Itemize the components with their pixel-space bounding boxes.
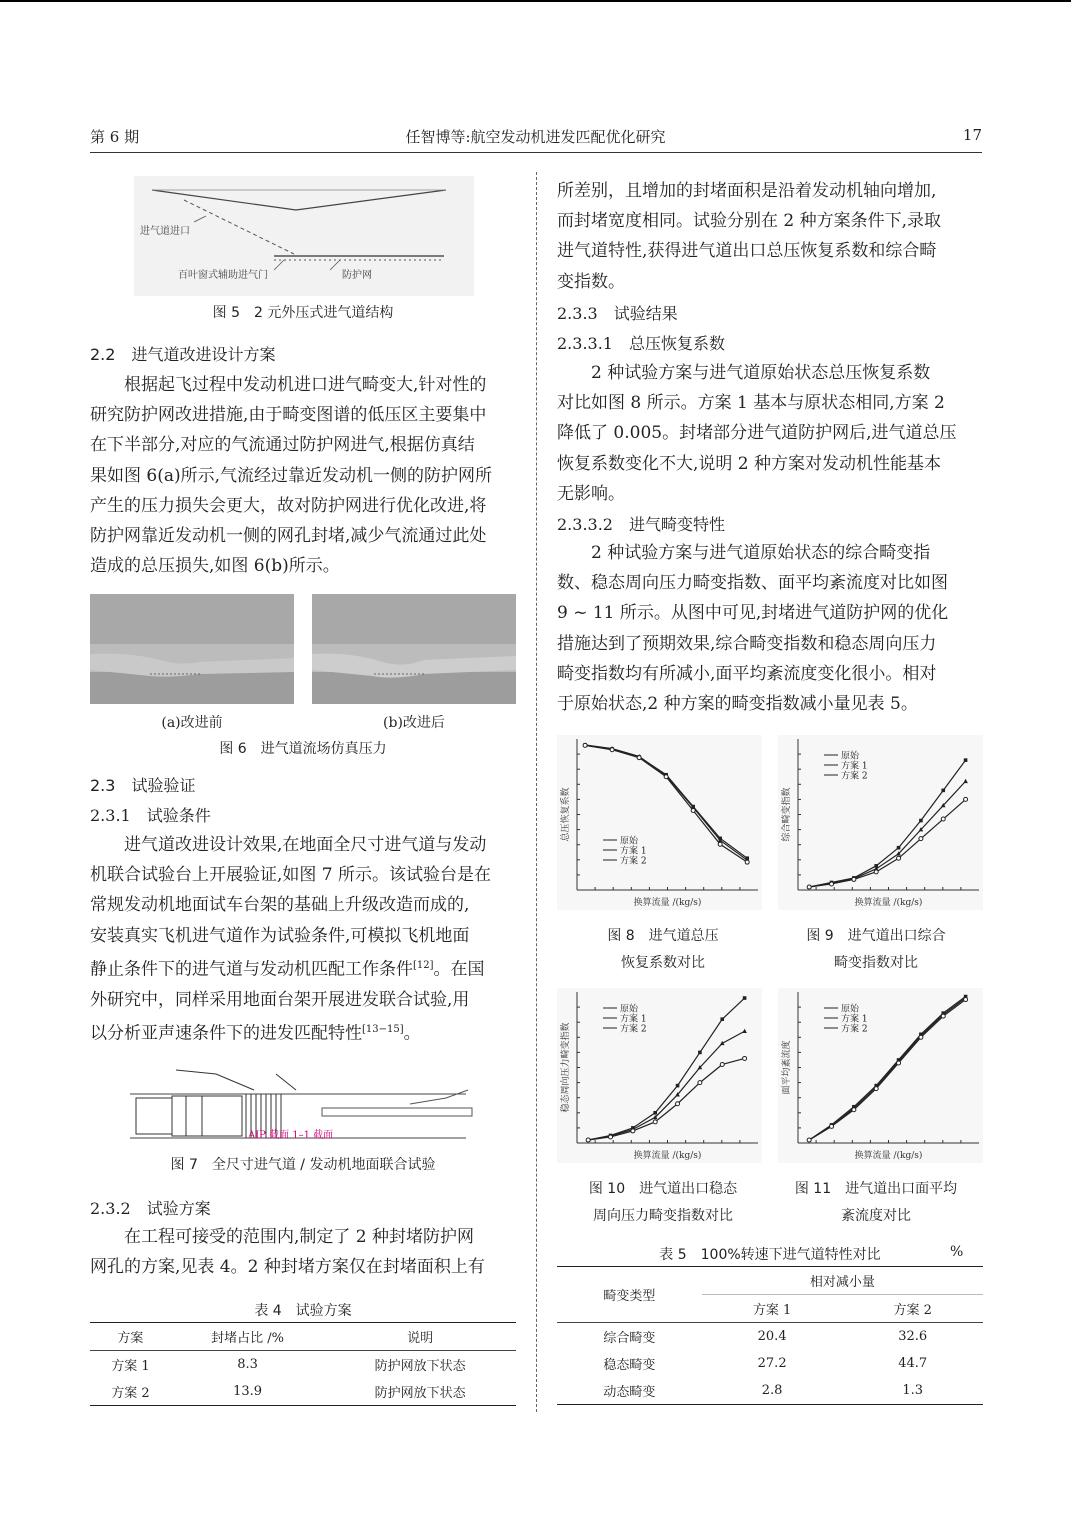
body-line: 于原始状态,2 种方案的畸变指数减小量见表 5。 <box>557 694 918 715</box>
figure-6-caption: 图 6 进气道流场仿真压力 <box>219 741 387 757</box>
body-line: 变指数。 <box>557 271 625 292</box>
figure-9-caption-line1: 图 9 进气道出口综合 <box>806 928 946 944</box>
section-2-3-3-1-heading: 2.3.3.1 总压恢复系数 <box>557 334 725 353</box>
ground-test-rig-diagram <box>126 1064 480 1146</box>
table-5 <box>557 1266 983 1405</box>
body-line: 防护网靠近发动机一侧的网孔封堵,减少气流通过此处 <box>90 526 487 547</box>
test-scheme-table <box>90 1322 516 1406</box>
y-axis-label: 综合畸变指数 <box>782 787 792 842</box>
distortion-comparison-table <box>557 1266 983 1405</box>
table-cell: 综合畸变 <box>603 1331 656 1346</box>
table-row <box>90 1351 516 1379</box>
data-point <box>676 1084 680 1088</box>
table-cell: 20.4 <box>757 1329 787 1344</box>
chart-svg <box>557 988 762 1163</box>
table-header-row <box>90 1323 516 1351</box>
data-point <box>586 1138 590 1142</box>
legend-label: 方案 1 <box>841 761 868 772</box>
data-point <box>743 996 747 1000</box>
figure-11-caption-line2: 紊流度对比 <box>841 1208 911 1224</box>
data-point <box>698 1081 702 1085</box>
data-point <box>676 1102 680 1106</box>
column-header: 方案 2 <box>842 1295 983 1323</box>
data-point <box>698 1051 702 1055</box>
section-2-2-heading: 2.2 进气道改进设计方案 <box>90 345 276 364</box>
chart-background <box>778 988 983 1163</box>
section-2-3-2-body <box>90 1222 516 1282</box>
legend-label: 原始 <box>841 751 860 762</box>
section-2-3-1-heading: 2.3.1 试验条件 <box>90 806 211 825</box>
figure-7-caption: 图 7 全尺寸进气道 / 发动机地面联合试验 <box>170 1157 436 1173</box>
data-point <box>852 1108 856 1112</box>
legend-label: 方案 1 <box>620 1014 647 1025</box>
figure-5-caption: 图 5 2 元外压式进气道结构 <box>212 305 394 321</box>
data-point <box>830 882 834 886</box>
simulation-image-before <box>90 594 294 704</box>
legend-label: 方案 1 <box>841 1014 868 1025</box>
legend-label: 原始 <box>620 1004 639 1015</box>
body-line: 在下半部分,对应的气流通过防护网进气,根据仿真结 <box>90 435 475 456</box>
table-row <box>557 1350 983 1377</box>
data-point <box>830 1124 834 1128</box>
section-2-2-body <box>90 370 516 581</box>
legend-label: 方案 1 <box>620 846 647 857</box>
table-cell: 8.3 <box>237 1357 258 1372</box>
body-line: 畸变指数均有所减小,面平均紊流度变化很小。相对 <box>557 663 937 684</box>
table-cell: 动态畸变 <box>557 1377 702 1405</box>
body-line: 常规发动机地面试车台架的基础上升级改造而成的, <box>90 895 470 916</box>
figure-5 <box>134 176 474 296</box>
data-point <box>691 809 695 813</box>
table-cell: 防护网放下状态 <box>324 1378 516 1406</box>
body-text: 。 <box>403 1023 421 1044</box>
body-line: 机联合试验台上开展验证,如图 7 所示。该试验台是在 <box>90 865 492 886</box>
body-line: 网孔的方案,见表 4。2 种封堵方案仅在封堵面积上有 <box>90 1257 485 1278</box>
table-cell: 防护网放下状态 <box>374 1359 466 1374</box>
right-top-body <box>557 176 983 297</box>
y-axis-label: 面平均紊流度 <box>782 1040 792 1095</box>
data-point <box>941 789 945 793</box>
chart-fig11 <box>778 988 983 1163</box>
page-number: 17 <box>962 126 982 144</box>
table-cell: 1.3 <box>842 1377 983 1405</box>
chart-svg <box>778 735 983 910</box>
table-row <box>557 1323 983 1351</box>
inlet-structure-diagram <box>134 176 474 296</box>
figure-11-caption-line1: 图 11 进气道出口面平均 <box>794 1181 958 1197</box>
column-header: 方案 <box>90 1323 171 1351</box>
body-line <box>90 1015 516 1049</box>
legend-label: 方案 2 <box>620 856 647 867</box>
chart-fig8 <box>557 735 762 910</box>
figure-9-caption-line2: 畸变指数对比 <box>834 955 918 971</box>
data-point <box>897 856 901 860</box>
data-point <box>745 860 749 864</box>
data-point <box>964 758 968 762</box>
data-point <box>664 775 668 779</box>
data-point <box>941 1014 945 1018</box>
body-text: 静止条件下的进气道与发动机匹配工作条件 <box>90 959 413 980</box>
table-header-row <box>557 1267 983 1295</box>
aip-section-label: AIP 截面 1–1 截面 <box>248 1130 334 1141</box>
figure-7 <box>126 1064 480 1146</box>
body-line: 对比如图 8 所示。方案 1 基本与原状态相同,方案 2 <box>557 393 945 414</box>
body-line: 2 种试验方案与进气道原始状态总压恢复系数 <box>591 363 931 383</box>
table-4-caption: 表 4 试验方案 <box>254 1303 352 1319</box>
data-point <box>964 797 968 801</box>
data-point <box>583 743 587 747</box>
data-point <box>919 819 923 823</box>
figure-8-caption-line2: 恢复系数对比 <box>621 955 705 971</box>
louver-label: 百叶窗式辅助进气门 <box>178 270 268 281</box>
data-point <box>609 1135 613 1139</box>
body-line: 数、稳态周向压力畸变指数、面平均紊流度对比如图 <box>557 573 948 594</box>
body-line: 恢复系数变化不大,说明 2 种方案对发动机性能基本 <box>557 453 942 474</box>
section-2-3-3-heading: 2.3.3 试验结果 <box>557 304 678 323</box>
body-line: 进气道改进设计效果,在地面全尺寸进气道与发动 <box>124 835 487 855</box>
body-line: 降低了 0.005。封堵部分进气道防护网后,进气道总压 <box>557 423 957 444</box>
citation[interactable]: [13−15] <box>362 1023 404 1035</box>
y-axis-label: 总压恢复系数 <box>561 787 571 842</box>
legend-label: 方案 2 <box>841 1024 868 1035</box>
section-2-3-3-2-body <box>557 538 983 719</box>
column-header: 说明 <box>324 1323 516 1351</box>
table-cell: 方案 2 <box>90 1378 171 1406</box>
data-point <box>610 748 614 752</box>
figure-6b-label: (b)改进后 <box>383 715 445 731</box>
chart-svg <box>778 988 983 1163</box>
data-point <box>807 885 811 889</box>
section-2-3-3-1-body <box>557 358 983 509</box>
data-point <box>718 842 722 846</box>
column-header: 方案 1 <box>702 1295 843 1323</box>
y-axis-label: 稳态周向压力畸变指数 <box>561 1022 571 1113</box>
data-point <box>637 756 641 760</box>
section-2-3-1-body <box>90 830 516 1049</box>
x-axis-label: 换算流量 /(kg/s) <box>854 898 923 908</box>
figure-8-caption-line1: 图 8 进气道总压 <box>607 928 719 944</box>
chart-background <box>557 988 762 1163</box>
table-row <box>90 1378 516 1406</box>
figure-10-caption-line2: 周向压力畸变指数对比 <box>593 1208 733 1224</box>
data-point <box>874 1087 878 1091</box>
data-point <box>631 1129 635 1133</box>
table-4 <box>90 1322 516 1406</box>
body-line: 而封堵宽度相同。试验分别在 2 种方案条件下,录取 <box>557 211 942 232</box>
chart-background <box>778 735 983 910</box>
body-line: 所差别，且增加的封堵面积是沿着发动机轴向增加, <box>557 181 937 201</box>
body-line: 研究防护网改进措施,由于畸变图谱的低压区主要集中 <box>90 405 487 426</box>
body-line: 根据起飞过程中发动机进口进气畸变大,针对性的 <box>124 375 487 395</box>
body-text: 。在国 <box>433 959 485 980</box>
data-point <box>807 1138 811 1142</box>
table-cell: 44.7 <box>898 1356 928 1371</box>
chart-fig10 <box>557 988 762 1163</box>
citation[interactable]: [12] <box>413 959 434 971</box>
table-cell: 27.2 <box>757 1356 787 1371</box>
x-axis-label: 换算流量 /(kg/s) <box>854 1151 923 1161</box>
chart-background <box>557 735 762 910</box>
table-5-unit: % <box>950 1244 964 1260</box>
column-header: 封堵占比 /% <box>171 1323 324 1351</box>
simulation-image-after <box>312 594 516 704</box>
data-point <box>897 846 901 850</box>
table-cell: 稳态畸变 <box>603 1358 656 1373</box>
chart-fig9 <box>778 735 983 910</box>
data-point <box>919 837 923 841</box>
data-point <box>653 1111 657 1115</box>
data-point <box>653 1120 657 1124</box>
figure-10-caption-line1: 图 10 进气道出口稳态 <box>588 1181 738 1197</box>
column-divider <box>536 172 537 1412</box>
data-point <box>941 817 945 821</box>
body-line: 造成的总压损失,如图 6(b)所示。 <box>90 556 340 577</box>
chart-svg <box>557 735 762 910</box>
body-line: 在工程可接受的范围内,制定了 2 种封堵防护网 <box>124 1227 475 1247</box>
x-axis-label: 换算流量 /(kg/s) <box>633 898 702 908</box>
figure-6a-label: (a)改进前 <box>161 715 223 731</box>
body-text: 以分析亚声速条件下的进发匹配特性 <box>90 1023 362 1044</box>
table-cell: 方案 1 <box>111 1359 150 1374</box>
body-line: 产生的压力损失会更大，故对防护网进行优化改进,将 <box>90 495 487 516</box>
data-point <box>897 1061 901 1065</box>
data-point <box>720 1017 724 1021</box>
data-point <box>919 1035 923 1039</box>
table-5-caption: 表 5 100%转速下进气道特性对比 <box>659 1247 881 1263</box>
top-border <box>0 0 1071 2</box>
table-row <box>557 1377 983 1405</box>
body-line: 进气道特性,获得进气道出口总压恢复系数和综合畸 <box>557 241 937 262</box>
body-line: 外研究中，同样采用地面台架开展进发联合试验,用 <box>90 989 470 1010</box>
legend-label: 方案 2 <box>620 1024 647 1035</box>
column-header: 畸变类型 <box>557 1267 702 1323</box>
legend-label: 方案 2 <box>841 771 868 782</box>
column-header: 相对减小量 <box>702 1267 983 1295</box>
issue-number: 第 6 期 <box>90 128 140 146</box>
body-line <box>90 951 516 985</box>
body-line: 安装真实飞机进气道作为试验条件,可模拟飞机地面 <box>90 925 470 946</box>
table-cell: 32.6 <box>898 1329 928 1344</box>
x-axis-label: 换算流量 /(kg/s) <box>633 1151 702 1161</box>
inlet-label: 进气道进口 <box>140 226 190 237</box>
data-point <box>874 870 878 874</box>
data-point <box>743 1056 747 1060</box>
body-line: 9 ~ 11 所示。从图中可见,封堵进气道防护网的优化 <box>557 603 949 624</box>
section-2-3-2-heading: 2.3.2 试验方案 <box>90 1199 211 1218</box>
data-point <box>852 877 856 881</box>
table-cell: 13.9 <box>171 1378 324 1406</box>
section-2-3-3-2-heading: 2.3.3.2 进气畸变特性 <box>557 515 725 534</box>
running-title: 任智博等:航空发动机进发匹配优化研究 <box>405 128 666 146</box>
table-cell: 2.8 <box>702 1377 843 1405</box>
body-line: 果如图 6(a)所示,气流经过靠近发动机一侧的防护网所 <box>90 465 493 486</box>
legend-label: 原始 <box>841 1004 860 1015</box>
data-point <box>964 998 968 1002</box>
legend-label: 原始 <box>620 836 639 847</box>
header-rule <box>90 152 982 153</box>
body-line: 措施达到了预期效果,综合畸变指数和稳态周向压力 <box>557 633 937 654</box>
data-point <box>720 1062 724 1066</box>
body-line: 2 种试验方案与进气道原始状态的综合畸变指 <box>591 543 931 563</box>
net-label: 防护网 <box>342 270 372 281</box>
section-2-3-heading: 2.3 试验验证 <box>90 776 196 795</box>
body-line: 无影响。 <box>557 483 625 504</box>
